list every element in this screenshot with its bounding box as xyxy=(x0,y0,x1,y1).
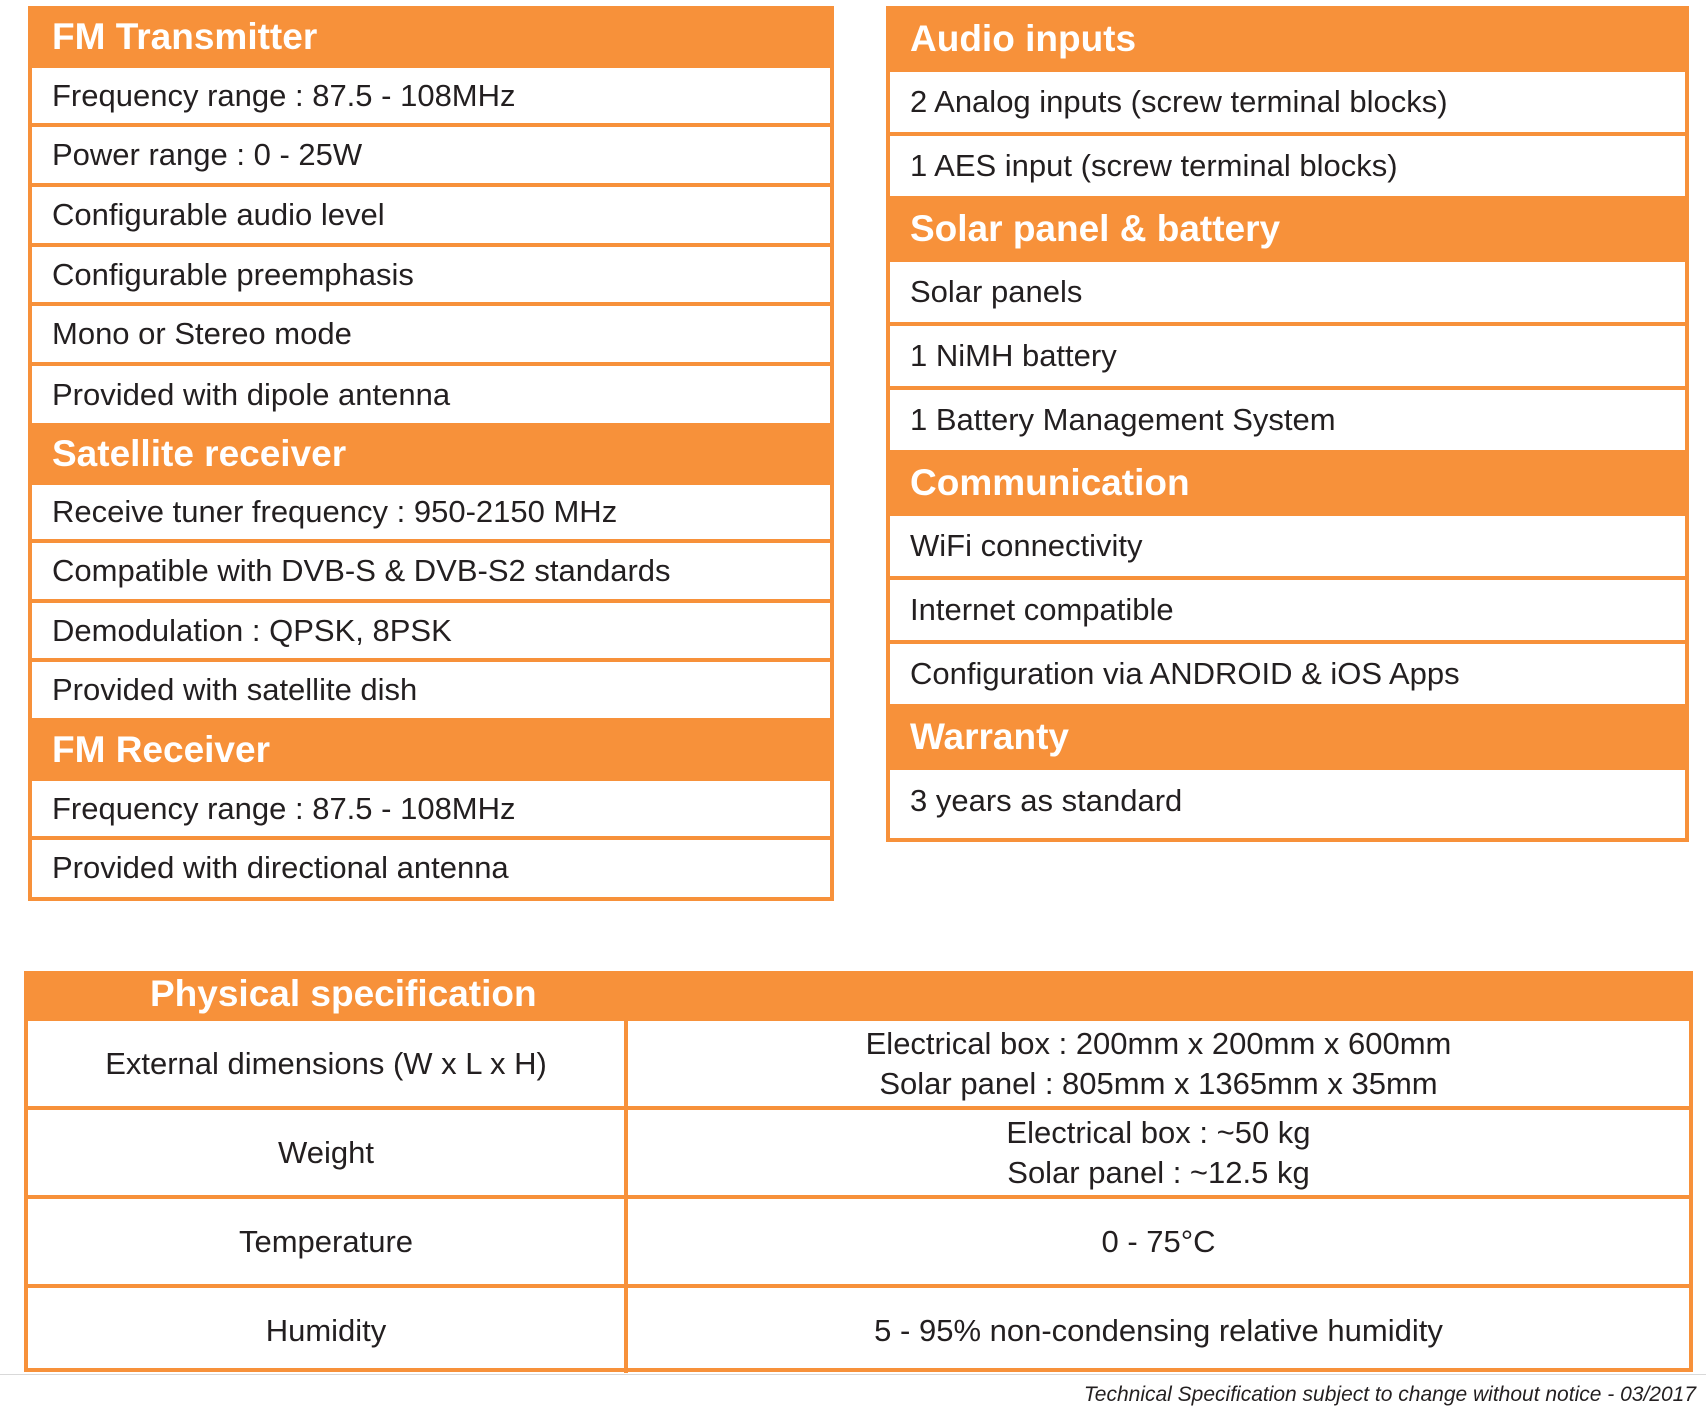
spec-row: 3 years as standard xyxy=(910,783,1183,818)
spec-row: 1 NiMH battery xyxy=(890,326,1685,390)
value-line: Solar panel : ~12.5 kg xyxy=(1007,1154,1310,1190)
section-header: Warranty xyxy=(890,704,1685,770)
physical-spec-table xyxy=(24,971,1693,1372)
spec-row: Power range : 0 - 25W xyxy=(32,127,830,187)
section-header: Audio inputs xyxy=(890,6,1685,72)
row-value xyxy=(628,1021,1689,1106)
spec-row: Configurable preemphasis xyxy=(32,247,830,306)
spec-row: 2 Analog inputs (screw terminal blocks) xyxy=(890,72,1685,136)
table-row xyxy=(28,1106,1689,1195)
value-line: Electrical box : ~50 kg xyxy=(1006,1114,1311,1150)
footer xyxy=(0,1374,1706,1408)
row-label: Temperature xyxy=(28,1199,628,1284)
spec-row: 1 AES input (screw terminal blocks) xyxy=(910,148,1398,183)
spec-row: Configurable audio level xyxy=(32,187,830,247)
spec-row: Solar panels xyxy=(890,262,1685,326)
spec-row: Provided with satellite dish xyxy=(52,672,418,707)
footer-note: Technical Specification subject to change without notice - 03/2017 xyxy=(1083,1383,1696,1406)
spec-row: Compatible with DVB-S & DVB-S2 standards xyxy=(32,543,830,603)
row-label: Humidity xyxy=(28,1288,628,1373)
section-header: FM Transmitter xyxy=(32,6,830,68)
right-spec-panel xyxy=(886,6,1689,842)
table-row xyxy=(28,1195,1689,1284)
section-header: FM Receiver xyxy=(32,718,830,781)
row-value xyxy=(628,1199,1689,1284)
table-row xyxy=(28,1017,1689,1106)
row-label: Weight xyxy=(28,1110,628,1195)
row-value xyxy=(628,1288,1689,1373)
spec-row: Provided with dipole antenna xyxy=(52,376,451,412)
spec-row: Frequency range : 87.5 - 108MHz xyxy=(32,68,830,127)
row-value xyxy=(628,1110,1689,1195)
spec-row: 1 Battery Management System xyxy=(910,402,1336,437)
spec-row: Provided with directional antenna xyxy=(52,850,509,885)
value-line: Solar panel : 805mm x 1365mm x 35mm xyxy=(879,1065,1438,1101)
spec-row: Receive tuner frequency : 950-2150 MHz xyxy=(32,485,830,543)
section-header: Communication xyxy=(890,450,1685,516)
row-label: External dimensions (W x L x H) xyxy=(28,1021,628,1106)
spec-row: Mono or Stereo mode xyxy=(32,306,830,366)
value-line: 5 - 95% non-condensing relative humidity xyxy=(874,1312,1443,1348)
left-spec-panel xyxy=(28,6,834,901)
value-line: 0 - 75°C xyxy=(1101,1223,1216,1259)
physical-spec-title: Physical specification xyxy=(28,971,1689,1017)
spec-row: Internet compatible xyxy=(890,580,1685,644)
spec-row: Frequency range : 87.5 - 108MHz xyxy=(32,781,830,840)
table-row xyxy=(28,1284,1689,1373)
spec-row: Configuration via ANDROID & iOS Apps xyxy=(910,656,1460,691)
section-header: Satellite receiver xyxy=(32,423,830,485)
value-line: Electrical box : 200mm x 200mm x 600mm xyxy=(865,1025,1452,1061)
spec-row: Demodulation : QPSK, 8PSK xyxy=(32,603,830,662)
section-header: Solar panel & battery xyxy=(890,196,1685,262)
spec-row: WiFi connectivity xyxy=(890,516,1685,580)
